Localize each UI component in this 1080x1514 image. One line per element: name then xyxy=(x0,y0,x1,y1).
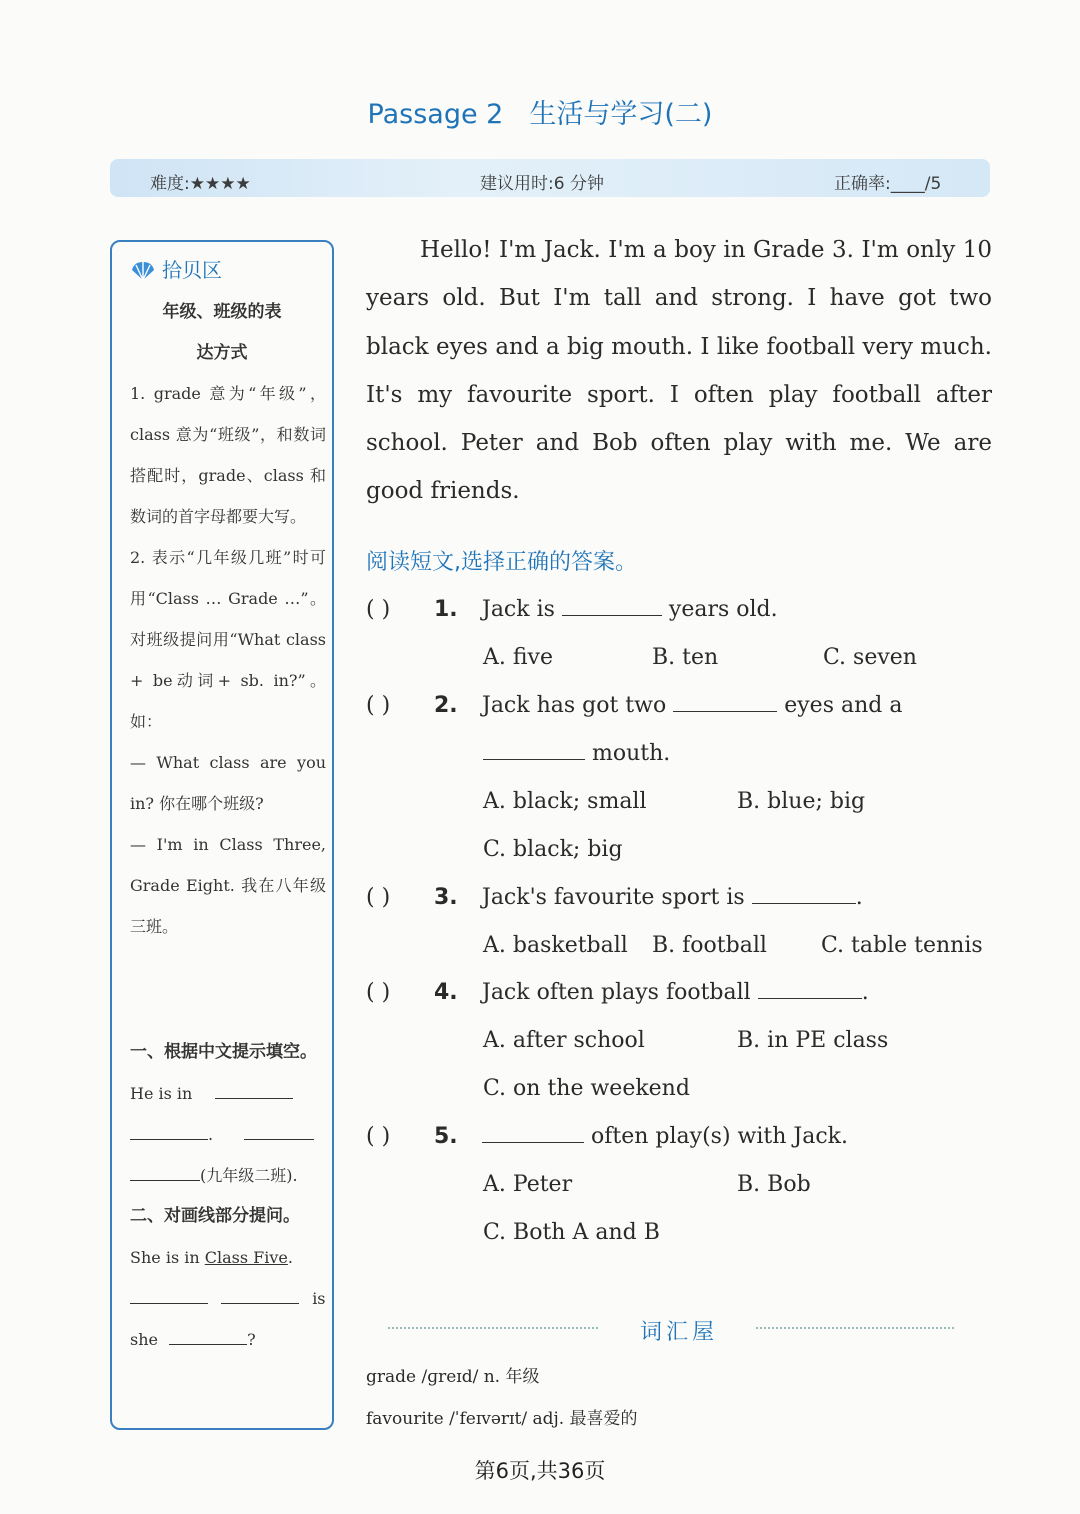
vocab-title: 词汇屋 xyxy=(639,1320,718,1345)
option-b[interactable]: B. Bob xyxy=(737,1172,811,1197)
option-a[interactable]: A. black; small xyxy=(483,789,647,814)
question-2-line-2 xyxy=(483,741,670,766)
answer-box[interactable]: ( ) xyxy=(366,1124,391,1149)
answer-box[interactable]: ( ) xyxy=(366,885,391,910)
option-c[interactable]: C. table tennis xyxy=(821,933,983,958)
exercise-2-she: she xyxy=(130,1330,158,1349)
note-1: 1. grade 意为“年级”，class 意为“班级”，和数词搭配时，grade、class 和数词的首字母都要大写。 xyxy=(130,384,326,526)
sidebar-notes xyxy=(130,373,326,947)
option-b[interactable]: B. blue; big xyxy=(737,789,866,814)
option-a[interactable]: A. Peter xyxy=(483,1172,573,1197)
vocab-item: favourite /ˈfeɪvərɪt/ adj. 最喜爱的 xyxy=(366,1409,638,1429)
exercise-2-is: is xyxy=(312,1289,326,1308)
question-stem: Jack often plays football xyxy=(482,980,758,1005)
accuracy: 正确率:____/5 xyxy=(834,174,942,194)
option-b[interactable]: B. in PE class xyxy=(737,1028,889,1053)
question-stem-end: . xyxy=(855,885,863,910)
example-1a: — What class are you in? 你在哪个班级? xyxy=(130,753,326,813)
page-title xyxy=(0,92,1080,131)
question-number: 1. xyxy=(434,597,458,622)
question-stem: Jack's favourite sport is xyxy=(482,885,752,910)
note-2: 2. 表示“几年级几班”时可用“Class … Grade …”。对班级提问用“What class + be动词+ sb. in?”。如： xyxy=(130,548,326,731)
exercise-1 xyxy=(130,1032,326,1360)
exercise-1-dot: . xyxy=(208,1125,214,1144)
vocab-item: grade /ɡreɪd/ n. 年级 xyxy=(366,1367,540,1387)
option-c[interactable]: C. on the weekend xyxy=(483,1076,690,1101)
answer-box[interactable]: ( ) xyxy=(366,597,391,622)
tips-sidebar xyxy=(110,240,334,1430)
option-c[interactable]: C. black; big xyxy=(483,837,623,862)
blank xyxy=(562,597,662,616)
option-a[interactable]: A. basketball xyxy=(483,933,628,958)
question-stem: Jack is xyxy=(482,597,562,622)
question-number: 3. xyxy=(434,885,458,910)
difficulty: 难度:★★★★ xyxy=(150,174,251,194)
answer-box[interactable]: ( ) xyxy=(366,693,391,718)
exercise-1-blank-3[interactable] xyxy=(244,1119,314,1140)
question-number: 4. xyxy=(434,980,458,1005)
blank xyxy=(752,885,856,904)
exercise-2-text-post: . xyxy=(287,1248,293,1267)
blank xyxy=(483,741,585,760)
exercise-1-heading: 一、根据中文提示填空。 xyxy=(130,1042,317,1062)
exercise-1-blank-4[interactable] xyxy=(130,1160,200,1181)
exercise-2-question-mark: ? xyxy=(247,1330,256,1349)
option-b[interactable]: B. football xyxy=(652,933,767,958)
blank xyxy=(673,693,777,712)
passage-number: Passage 2 xyxy=(367,99,504,130)
exercise-1-text: He is in xyxy=(130,1084,193,1103)
exercise-2-blank-2[interactable] xyxy=(221,1283,299,1304)
option-b[interactable]: B. ten xyxy=(652,645,719,670)
info-bar xyxy=(110,159,990,197)
exercise-2-text-pre: She is in xyxy=(130,1248,205,1267)
blank xyxy=(482,1124,584,1143)
reading-passage xyxy=(366,226,992,516)
answer-box[interactable]: ( ) xyxy=(366,980,391,1005)
shell-icon xyxy=(130,260,156,282)
question-stem-end: . xyxy=(861,980,869,1005)
exercise-2-underlined: Class Five xyxy=(204,1248,288,1267)
sidebar-heading xyxy=(130,250,222,291)
exercise-1-blank-2[interactable] xyxy=(130,1119,208,1140)
exercise-2-heading: 二、对画线部分提问。 xyxy=(130,1206,300,1226)
passage-text: Hello! I'm Jack. I'm a boy in Grade 3. I'm only 10 years old. But I'm tall and strong. I have got two black eyes and a big mouth. I like football very much. It's my favourite sport. I often play football after school. Peter and Bob often play with me. We are good friends. xyxy=(366,237,992,505)
option-a[interactable]: A. five xyxy=(483,645,553,670)
option-c[interactable]: C. Both A and B xyxy=(483,1220,660,1245)
question-number: 5. xyxy=(434,1124,458,1149)
exercise-1-hint: (九年级二班). xyxy=(200,1166,298,1185)
question-stem-end: often play(s) with Jack. xyxy=(584,1124,848,1149)
passage-topic: 生活与学习(二) xyxy=(529,99,713,130)
question-number: 2. xyxy=(434,693,458,718)
option-c[interactable]: C. seven xyxy=(823,645,917,670)
exercise-2-blank-1[interactable] xyxy=(130,1283,208,1304)
exercise-1-blank-1[interactable] xyxy=(215,1078,293,1099)
sidebar-heading-text: 拾贝区 xyxy=(162,258,222,282)
sidebar-subtitle-2: 达方式 xyxy=(196,343,248,363)
page-number: 第6页,共36页 xyxy=(474,1459,606,1483)
instruction: 阅读短文,选择正确的答案。 xyxy=(366,550,637,575)
example-1b: — I'm in Class Three, Grade Eight. 我在八年级三班。 xyxy=(130,835,326,936)
question-stem-end: mouth. xyxy=(585,741,671,766)
sidebar-subtitle-1: 年级、班级的表 xyxy=(162,302,282,322)
suggested-time: 建议用时:6 分钟 xyxy=(480,174,604,194)
question-stem: Jack has got two xyxy=(482,693,674,718)
option-a[interactable]: A. after school xyxy=(483,1028,645,1053)
question-stem-end: eyes and a xyxy=(777,693,903,718)
blank xyxy=(758,980,862,999)
question-stem-end: years old. xyxy=(661,597,778,622)
